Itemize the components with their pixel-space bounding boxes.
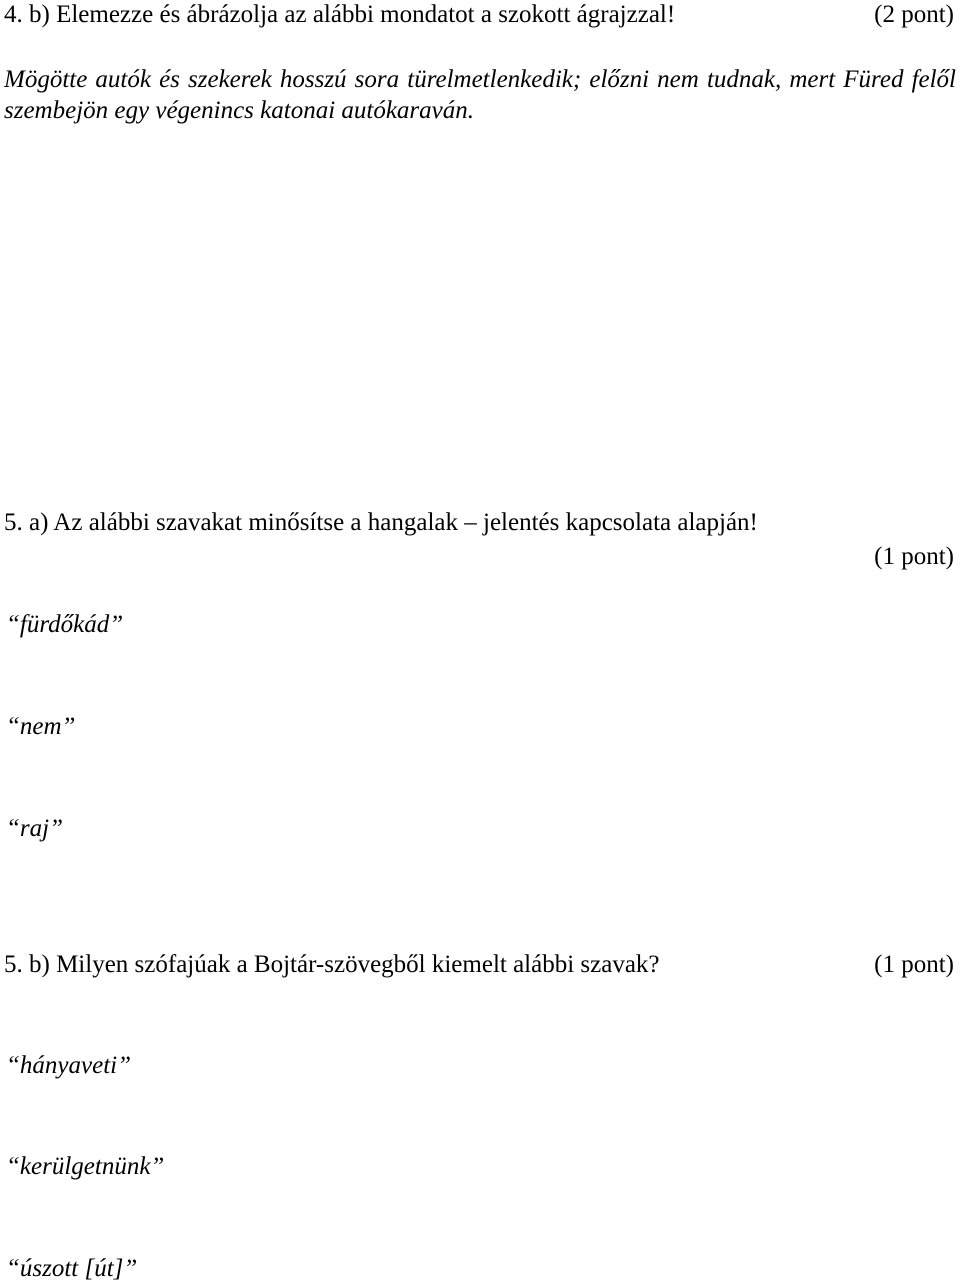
task-5a-points: (1 pont) bbox=[874, 543, 954, 570]
task-5a-word: “nem” bbox=[6, 713, 76, 740]
task-5b-points: (1 pont) bbox=[874, 951, 954, 978]
task-5a-word: “fürdőkád” bbox=[6, 611, 124, 638]
task-5a-prompt: 5. a) Az alábbi szavakat minősítse a hangalak – jelentés kapcsolata alapján! bbox=[4, 509, 758, 536]
task-5b-header bbox=[4, 950, 954, 980]
task-4b-prompt: 4. b) Elemezze és ábrázolja az alábbi mondatot a szokott ágrajzzal! bbox=[4, 1, 676, 28]
task-5b-word: “úszott [út]” bbox=[6, 1255, 138, 1282]
task-4b-sentence: Mögötte autók és szekerek hosszú sora türelmetlenkedik; előzni nem tudnak, mert Füred felől szembejön egy végenincs katonai autókaraván. bbox=[4, 66, 956, 124]
task-5a-word: “raj” bbox=[6, 815, 63, 842]
task-5b-word: “hányaveti” bbox=[6, 1052, 131, 1079]
task-4b-points: (2 pont) bbox=[874, 1, 954, 28]
task-5b-prompt: 5. b) Milyen szófajúak a Bojtár-szövegből kiemelt alábbi szavak? bbox=[4, 951, 660, 978]
task-4b-header bbox=[4, 0, 954, 30]
task-5b-word: “kerülgetnünk” bbox=[6, 1153, 165, 1180]
